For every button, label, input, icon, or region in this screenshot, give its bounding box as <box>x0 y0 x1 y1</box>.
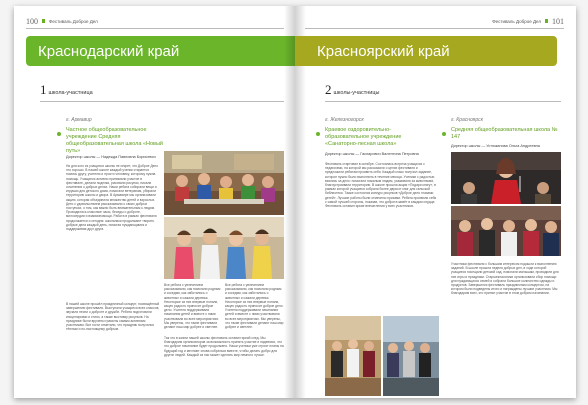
left-page <box>14 6 295 398</box>
right-running-head <box>492 16 564 26</box>
left-school-count <box>40 82 93 98</box>
right-running-head-text: Фестиваль Доброе Дел <box>492 18 541 24</box>
right-school-count <box>325 82 379 98</box>
teens-group-photo <box>451 206 561 256</box>
right-page <box>295 6 576 398</box>
left-col1-text2: В нашей школе прошёл праздничный концерт, посвящённый завершению фестиваля. Выступали учащиеся всех классов, звучали песни о доброте и дружбе. Ребята подготовили инсценировки и стихи, а также выставку рисунков. На празднике были вручены грамоты самым активным участникам. Все гости отметили, что праздник получился тёплым и по-настоящему добрым. <box>66 302 160 332</box>
left-running-head-text: Фестиваль Доброе Дел <box>49 18 98 24</box>
left-col1-text: Ни для кого из учащихся школы не секрет, что Доброе Дело это хорошо. В нашей школе каждый ученик старается помочь другу, учителю и просто человеку, которому нужна помощь. Учащиеся активно принимали участие в фестивале, делали поделки, рисовали рисунки, писали сочинения о добрых делах. Наши ребята собирали вещи и игрушки для детского дома, помогали ветеранам, убирали территорию школы и двора. В Армавире мы организовали акцию, которая объединила множество детей и взрослых. Дети с удовольствием рассказывали о своих добрых поступках, о том, как важно быть внимательным к людям. Проводились классные часы, беседы о доброте, милосердии и взаимопомощи. Работа в рамках фестиваля продолжается и сегодня: школьники продолжают творить добрые дела каждый день, помогая нуждающимся и поддерживая друг друга. <box>66 164 159 232</box>
right-city-2: г. Красноярск <box>451 117 483 123</box>
left-col2-text2: Так что в жизни нашей школы фестиваль оставил яркий след. Мы благодарим организаторов за возможность принять участие и надеемся, что это доброе начинание будет продолжено. Наши ученики уже строят планы на будущий год и мечтают снова собраться вместе, чтобы делать добро для других людей. Каждый из нас может сделать мир немного лучше. <box>164 336 284 357</box>
left-region-title: Краснодарский край <box>38 42 180 60</box>
left-col2-text: Все ребята с увлечением рассказывали, как помогали родным и соседям, как заботились о животных и сажали деревья. Некоторые из них впервые поняли, какую радость приносит доброе дело. Учителя поддерживали начинания детей и вместе с ними участвовали во всех мероприятиях. Мы уверены, что такие фестивали делают наш мир добрее и светлее. <box>164 283 221 330</box>
student-speaking-photo <box>451 152 561 204</box>
school-bullet-icon <box>57 132 61 136</box>
left-running-head <box>26 16 98 26</box>
left-city: г. Армавир <box>66 117 92 123</box>
right-count-rule <box>325 101 561 102</box>
left-count-number: 1 <box>40 82 47 97</box>
group-event-photo <box>325 316 381 396</box>
right-header-rule <box>305 28 564 29</box>
left-school-name: Частное общеобразовательное учреждение Средняя общеобразовательная школа «Новый путь» <box>66 127 163 154</box>
school-bullet-icon <box>442 132 446 136</box>
outdoor-group-photo <box>383 316 439 396</box>
school-bullet-icon <box>316 132 320 136</box>
right-count-number: 2 <box>325 82 332 97</box>
running-head-marker <box>545 19 548 23</box>
children-girls-photo <box>164 217 284 279</box>
right-page-number: 101 <box>552 16 564 26</box>
right-city-1: г. Железногорск <box>325 117 364 123</box>
left-count-rule <box>40 101 284 102</box>
left-page-number: 100 <box>26 16 38 26</box>
left-director: Директор школы — Надежда Павловна Борисевич <box>66 155 156 159</box>
magazine-spread <box>14 6 576 398</box>
right-col1-text: Фестиваль стартовал в октябре. Состоялась встреча учащихся с педагогами, на которой мы рассказали о целях фестиваля и предложили ребятам проявить себя. Каждый класс получил задание, которое нужно было выполнить в течение месяца. Ученики с радостью взялись за дело: помогали пожилым людям, ухаживали за животными, благоустраивали территорию. В школе прошла акция «Подари книгу», в рамках которой учащиеся собрали более двухсот книг для сельской библиотеки. Также состоялся конкурс рисунков «Доброе дело глазами детей». Лучшие работы были отмечены призами. Ребята проявили себя с самой лучшей стороны, показав, что доброта живёт в каждом сердце. Фестиваль оставил яркие впечатления у всех участников. <box>325 162 437 209</box>
right-school-2-name: Средняя общеобразовательная школа № 147 <box>451 127 558 140</box>
right-region-banner <box>295 36 557 66</box>
running-head-marker <box>42 19 45 23</box>
right-region-title: Красноярский край <box>317 42 450 60</box>
left-count-label: школа-участница <box>48 90 93 96</box>
right-director-1: Директор школы — Гаспарович Валентина Петровна <box>325 152 419 156</box>
right-school-1-name: Краевое оздоровительно-образовательное учреждение «Санаторно-лесная школа» <box>325 127 402 147</box>
right-col2-text: Участники фестиваля с большим интересом подошли к выполнению заданий. В школе прошла неделя добрых дел, в ходе которой учащиеся посещали детский сад, помогали малышам, проводили для них игры и праздники. Старшеклассники организовали сбор помощи для нуждающихся семей и собрали большое количество одежды и продуктов. Завершился фестиваль праздничным концертом, на котором были подведены итоги и награждены лучшие участники. Мы благодарим всех, кто принял участие в этом добром начинании. <box>451 262 559 296</box>
right-director-2: Директор школы — Устюжанова Ольга Андреевна <box>451 144 540 148</box>
left-col3-text: Все ребята с увлечением рассказывали, как помогали родным и соседям, как заботились о животных и сажали деревья. Некоторые из них впервые поняли, какую радость приносит доброе дело. Учителя поддерживали начинания детей и вместе с ними участвовали во всех мероприятиях. Мы уверены, что такие фестивали делают наш мир добрее и светлее. <box>225 283 284 330</box>
classroom-children-photo <box>164 151 284 215</box>
right-count-label: школы-участницы <box>333 90 380 96</box>
left-header-rule <box>26 28 284 29</box>
left-region-banner <box>26 36 295 66</box>
